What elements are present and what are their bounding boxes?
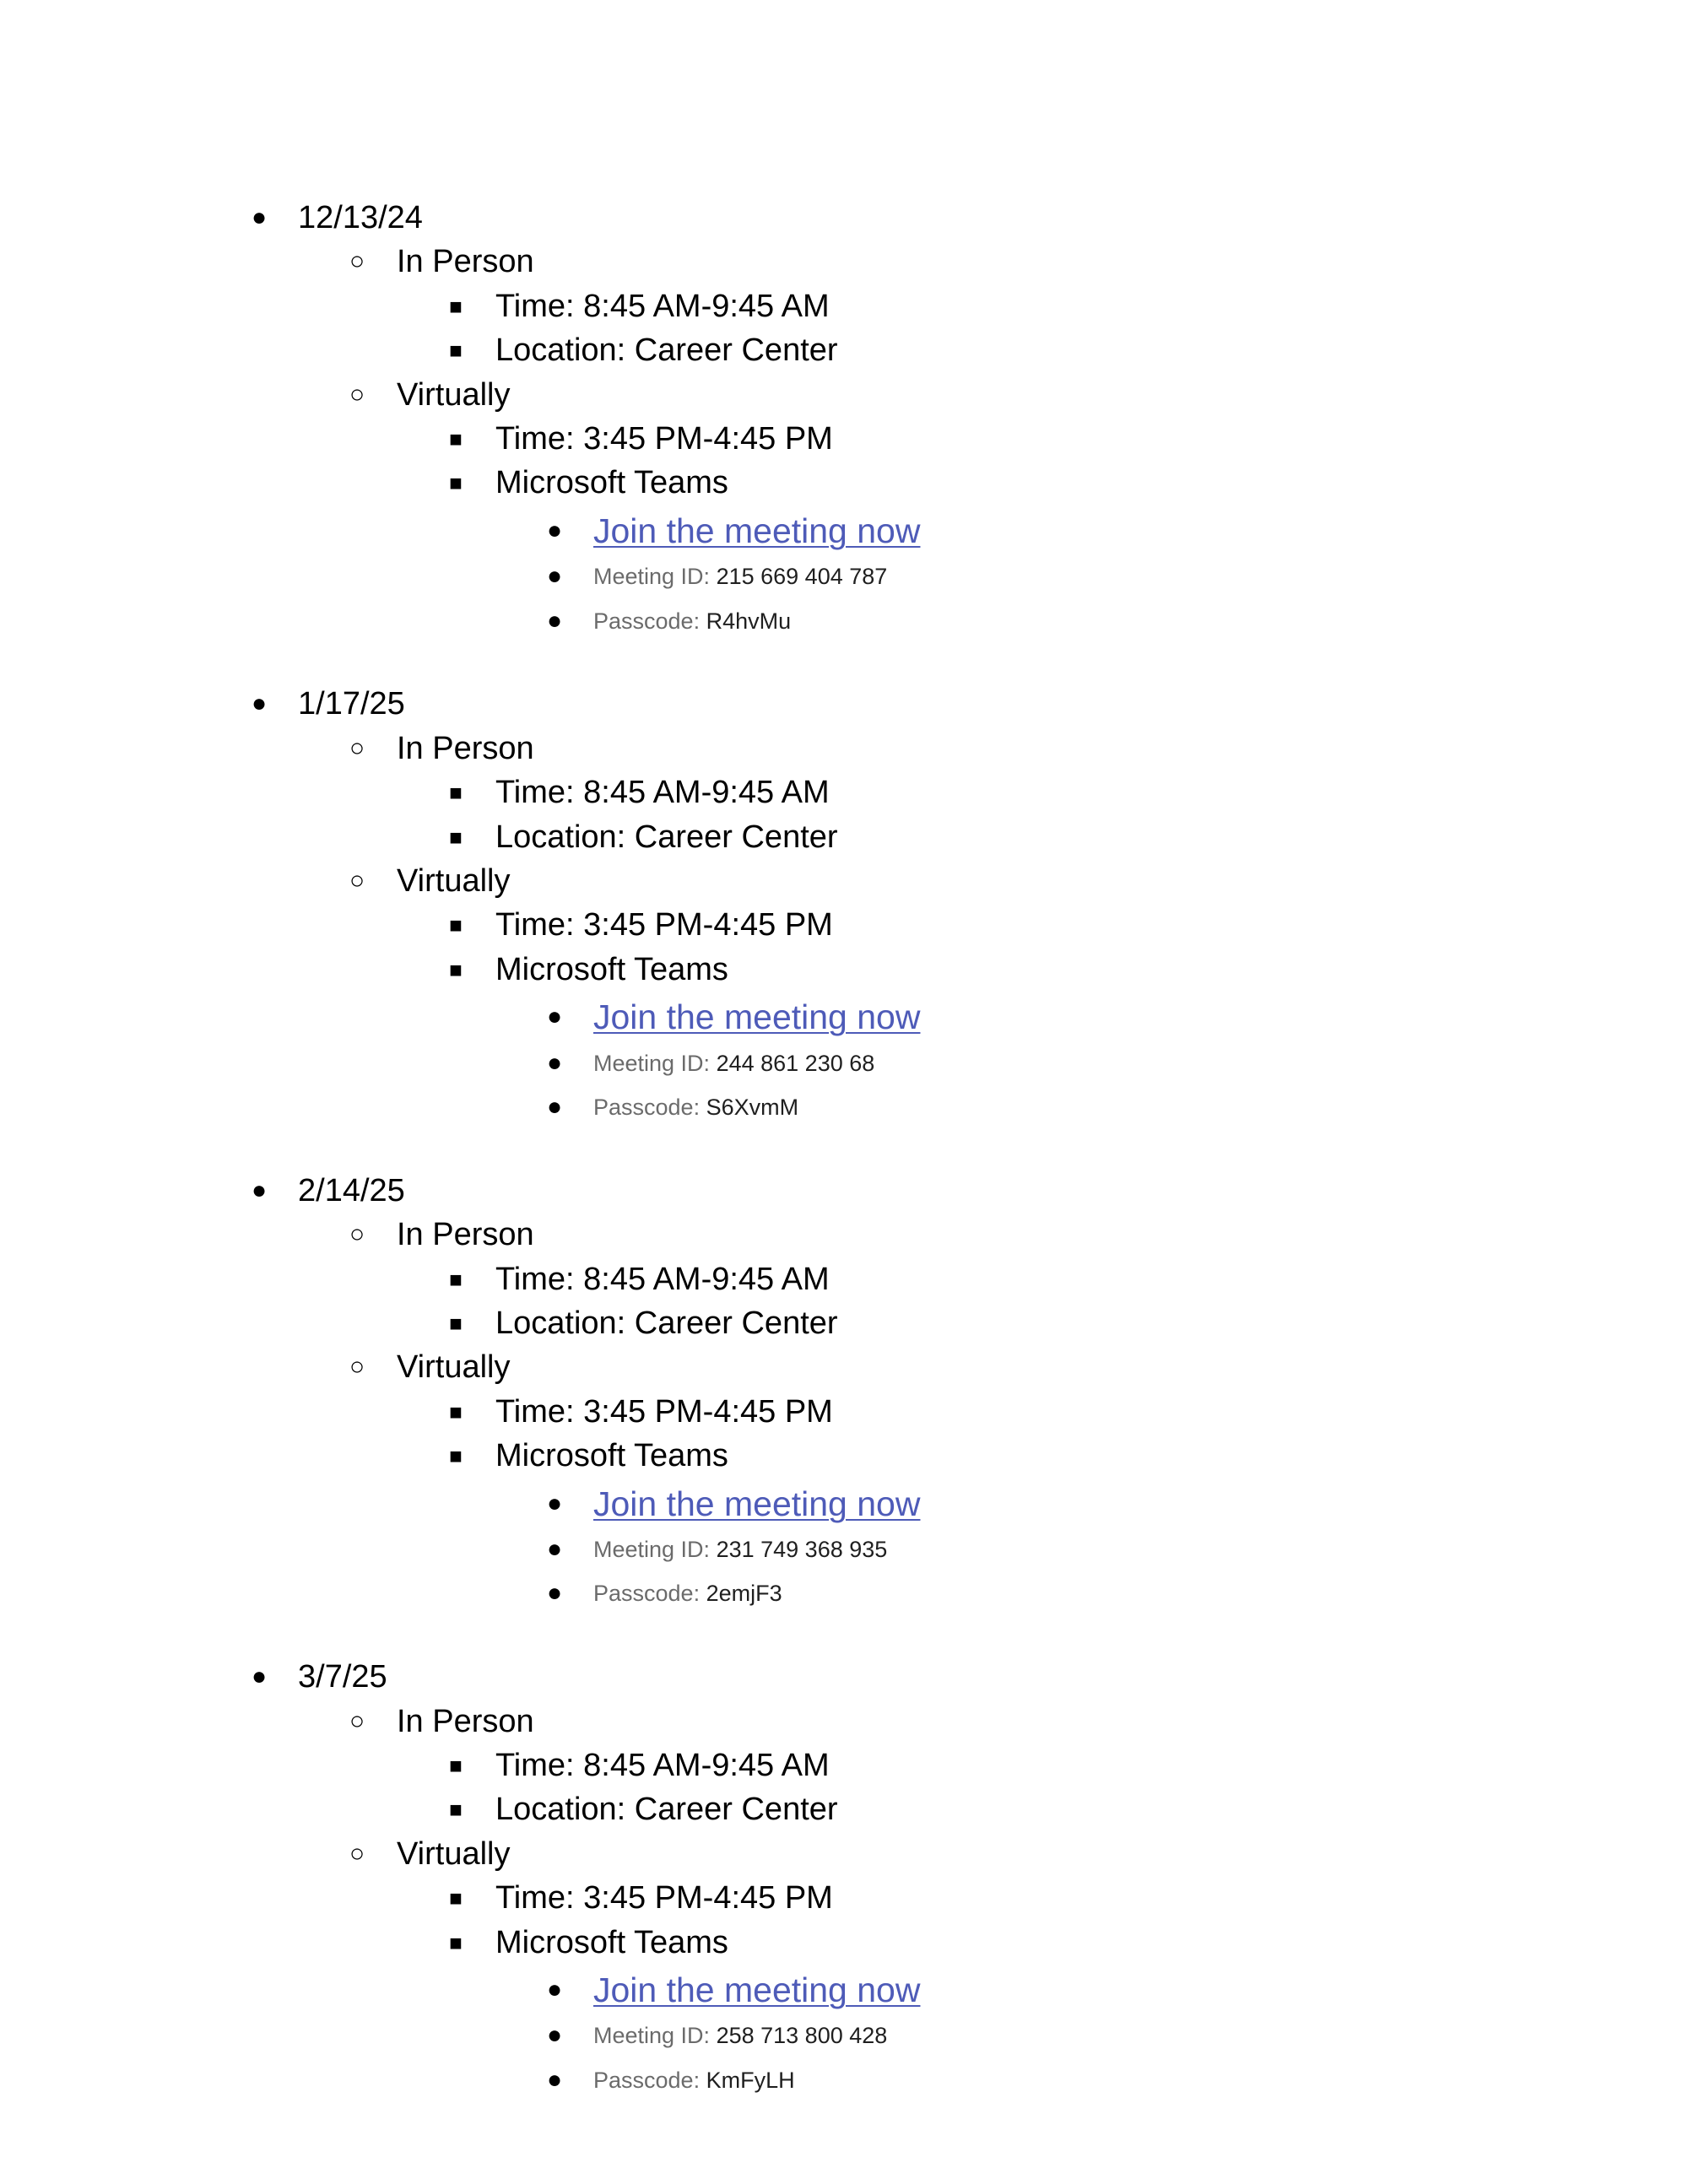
passcode-line — [593, 599, 791, 643]
bullet-square-icon: ■ — [449, 1311, 463, 1336]
bullet-square-icon: ■ — [449, 294, 463, 319]
session-date: 12/13/24 — [298, 200, 423, 235]
virtual-time: Time: 3:45 PM-4:45 PM — [495, 421, 833, 457]
meeting-id-line — [593, 554, 887, 598]
in-person-location: Location: Career Center — [495, 1306, 838, 1341]
bullet-square-icon: ■ — [449, 338, 463, 363]
in-person-location: Location: Career Center — [495, 819, 838, 855]
bullet-square-icon: ■ — [449, 912, 463, 938]
passcode-label: Passcode: — [593, 1581, 701, 1606]
meeting-id-label: Meeting ID: — [593, 1051, 711, 1076]
virtual-time: Time: 3:45 PM-4:45 PM — [495, 1880, 833, 1916]
bullet-disc-icon: ● — [546, 1976, 563, 2003]
bullet-disc-icon: ● — [546, 1049, 563, 1077]
virtual-heading: Virtually — [397, 377, 511, 413]
passcode-label: Passcode: — [593, 1095, 701, 1120]
join-meeting-link[interactable]: Join the meeting now — [593, 511, 921, 550]
virtual-time: Time: 3:45 PM-4:45 PM — [495, 1394, 833, 1430]
virtual-heading: Virtually — [397, 1836, 511, 1872]
bullet-square-icon: ■ — [449, 1267, 463, 1292]
bullet-disc-icon: ● — [546, 1535, 563, 1563]
bullet-disc-icon: ● — [546, 2066, 563, 2094]
bullet-square-icon: ■ — [449, 1399, 463, 1424]
passcode-value: 2emjF3 — [706, 1581, 782, 1606]
in-person-location: Location: Career Center — [495, 1792, 838, 1827]
bullet-square-icon: ■ — [449, 780, 463, 805]
bullet-circle-icon: ○ — [349, 1840, 365, 1868]
virtual-platform: Microsoft Teams — [495, 952, 728, 987]
meeting-id-value: 258 713 800 428 — [716, 2023, 888, 2048]
in-person-time: Time: 8:45 AM-9:45 AM — [495, 289, 830, 324]
bullet-square-icon: ■ — [449, 1753, 463, 1778]
virtual-time: Time: 3:45 PM-4:45 PM — [495, 907, 833, 943]
meeting-id-value: 244 861 230 68 — [716, 1051, 875, 1076]
bullet-square-icon: ■ — [449, 1797, 463, 1822]
passcode-value: S6XvmM — [706, 1095, 799, 1120]
join-meeting-link[interactable]: Join the meeting now — [593, 1484, 921, 1523]
meeting-id-line — [593, 1041, 874, 1085]
bullet-circle-icon: ○ — [349, 1707, 365, 1735]
bullet-disc-icon: ● — [251, 1176, 268, 1204]
bullet-square-icon: ■ — [449, 1930, 463, 1955]
bullet-square-icon: ■ — [449, 470, 463, 495]
bullet-disc-icon: ● — [546, 516, 563, 544]
in-person-heading: In Person — [397, 1217, 534, 1252]
join-meeting-link[interactable]: Join the meeting now — [593, 997, 921, 1036]
bullet-disc-icon: ● — [546, 1489, 563, 1517]
bullet-disc-icon: ● — [251, 1662, 268, 1690]
bullet-disc-icon: ● — [546, 607, 563, 635]
bullet-square-icon: ■ — [449, 426, 463, 451]
virtual-platform: Microsoft Teams — [495, 465, 728, 500]
in-person-location: Location: Career Center — [495, 332, 838, 368]
bullet-disc-icon: ● — [251, 203, 268, 231]
virtual-platform: Microsoft Teams — [495, 1925, 728, 1960]
passcode-line — [593, 1571, 782, 1615]
meeting-id-label: Meeting ID: — [593, 1537, 711, 1562]
bullet-square-icon: ■ — [449, 1885, 463, 1911]
meeting-id-line — [593, 2014, 887, 2057]
session-date: 1/17/25 — [298, 686, 405, 722]
bullet-circle-icon: ○ — [349, 381, 365, 408]
meeting-id-label: Meeting ID: — [593, 2023, 711, 2048]
passcode-value: R4hvMu — [706, 608, 792, 634]
bullet-disc-icon: ● — [546, 2021, 563, 2049]
in-person-time: Time: 8:45 AM-9:45 AM — [495, 775, 830, 810]
meeting-id-value: 215 669 404 787 — [716, 564, 888, 589]
passcode-label: Passcode: — [593, 608, 701, 634]
in-person-heading: In Person — [397, 1704, 534, 1739]
passcode-label: Passcode: — [593, 2068, 701, 2093]
bullet-circle-icon: ○ — [349, 1353, 365, 1381]
meeting-id-value: 231 749 368 935 — [716, 1537, 888, 1562]
virtual-platform: Microsoft Teams — [495, 1438, 728, 1473]
bullet-square-icon: ■ — [449, 957, 463, 982]
bullet-circle-icon: ○ — [349, 1220, 365, 1248]
join-meeting-link[interactable]: Join the meeting now — [593, 1970, 921, 2009]
in-person-heading: In Person — [397, 731, 534, 766]
passcode-line — [593, 1085, 798, 1129]
bullet-disc-icon: ● — [546, 562, 563, 590]
bullet-disc-icon: ● — [546, 1003, 563, 1030]
in-person-time: Time: 8:45 AM-9:45 AM — [495, 1262, 830, 1297]
meeting-id-line — [593, 1527, 887, 1571]
virtual-heading: Virtually — [397, 863, 511, 899]
meeting-id-label: Meeting ID: — [593, 564, 711, 589]
session-date: 3/7/25 — [298, 1659, 387, 1695]
in-person-heading: In Person — [397, 244, 534, 279]
passcode-line — [593, 2058, 795, 2102]
session-date: 2/14/25 — [298, 1173, 405, 1208]
bullet-circle-icon: ○ — [349, 247, 365, 275]
bullet-circle-icon: ○ — [349, 734, 365, 762]
in-person-time: Time: 8:45 AM-9:45 AM — [495, 1748, 830, 1783]
bullet-disc-icon: ● — [251, 689, 268, 717]
bullet-square-icon: ■ — [449, 1443, 463, 1468]
bullet-disc-icon: ● — [546, 1579, 563, 1607]
bullet-square-icon: ■ — [449, 824, 463, 850]
passcode-value: KmFyLH — [706, 2068, 795, 2093]
bullet-disc-icon: ● — [546, 1093, 563, 1121]
bullet-circle-icon: ○ — [349, 867, 365, 895]
virtual-heading: Virtually — [397, 1349, 511, 1385]
